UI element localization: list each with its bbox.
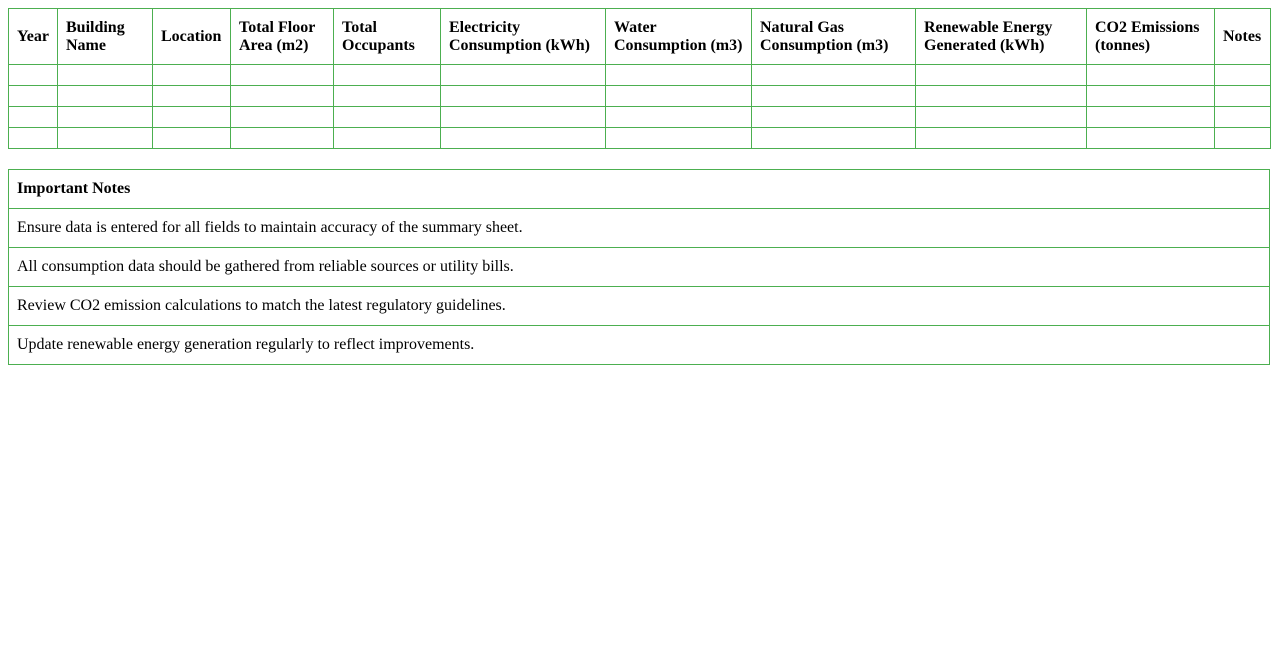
header-building-name: Building Name — [58, 9, 153, 65]
table-cell[interactable] — [334, 65, 441, 86]
table-cell[interactable] — [606, 65, 752, 86]
table-cell[interactable] — [153, 65, 231, 86]
table-cell[interactable] — [334, 107, 441, 128]
table-header — [9, 9, 1271, 65]
header-electricity-consumption: Electricity Consumption (kWh) — [441, 9, 606, 65]
table-cell[interactable] — [58, 65, 153, 86]
table-cell[interactable] — [9, 128, 58, 149]
table-cell[interactable] — [153, 86, 231, 107]
building-data-table — [8, 8, 1271, 149]
notes-heading-row — [9, 170, 1270, 209]
table-cell[interactable] — [9, 65, 58, 86]
table-cell[interactable] — [606, 128, 752, 149]
table-body — [9, 65, 1271, 149]
note-item: Update renewable energy generation regularly to reflect improvements. — [9, 326, 1270, 365]
table-cell[interactable] — [441, 107, 606, 128]
header-notes: Notes — [1215, 9, 1271, 65]
important-notes-table — [8, 169, 1270, 365]
table-row — [9, 65, 1271, 86]
table-cell[interactable] — [916, 107, 1087, 128]
table-cell[interactable] — [153, 107, 231, 128]
note-item: Ensure data is entered for all fields to maintain accuracy of the summary sheet. — [9, 209, 1270, 248]
header-location: Location — [153, 9, 231, 65]
table-cell[interactable] — [231, 86, 334, 107]
table-cell[interactable] — [1087, 86, 1215, 107]
table-cell[interactable] — [441, 86, 606, 107]
header-co2-emissions: CO2 Emissions (tonnes) — [1087, 9, 1215, 65]
header-natural-gas-consumption: Natural Gas Consumption (m3) — [752, 9, 916, 65]
table-cell[interactable] — [752, 86, 916, 107]
table-cell[interactable] — [752, 107, 916, 128]
table-cell[interactable] — [58, 128, 153, 149]
table-cell[interactable] — [916, 65, 1087, 86]
note-row — [9, 287, 1270, 326]
table-row — [9, 128, 1271, 149]
note-row — [9, 209, 1270, 248]
note-row — [9, 248, 1270, 287]
table-cell[interactable] — [441, 128, 606, 149]
table-cell[interactable] — [9, 107, 58, 128]
table-cell[interactable] — [58, 107, 153, 128]
note-item: All consumption data should be gathered from reliable sources or utility bills. — [9, 248, 1270, 287]
table-cell[interactable] — [58, 86, 153, 107]
table-cell[interactable] — [1215, 128, 1271, 149]
table-cell[interactable] — [441, 65, 606, 86]
header-water-consumption: Water Consumption (m3) — [606, 9, 752, 65]
table-cell[interactable] — [9, 86, 58, 107]
header-row — [9, 9, 1271, 65]
table-cell[interactable] — [606, 86, 752, 107]
table-cell[interactable] — [1087, 65, 1215, 86]
table-cell[interactable] — [231, 107, 334, 128]
table-cell[interactable] — [1087, 107, 1215, 128]
table-cell[interactable] — [752, 128, 916, 149]
header-renewable-energy-generated: Renewable Energy Generated (kWh) — [916, 9, 1087, 65]
table-cell[interactable] — [1215, 86, 1271, 107]
note-item: Review CO2 emission calculations to match the latest regulatory guidelines. — [9, 287, 1270, 326]
table-cell[interactable] — [231, 65, 334, 86]
table-cell[interactable] — [752, 65, 916, 86]
table-cell[interactable] — [1215, 65, 1271, 86]
table-cell[interactable] — [334, 128, 441, 149]
header-year: Year — [9, 9, 58, 65]
notes-heading: Important Notes — [9, 170, 1270, 209]
table-cell[interactable] — [153, 128, 231, 149]
table-row — [9, 86, 1271, 107]
table-cell[interactable] — [606, 107, 752, 128]
table-cell[interactable] — [334, 86, 441, 107]
table-cell[interactable] — [1215, 107, 1271, 128]
document — [8, 8, 1270, 365]
note-row — [9, 326, 1270, 365]
table-row — [9, 107, 1271, 128]
table-cell[interactable] — [916, 128, 1087, 149]
table-cell[interactable] — [1087, 128, 1215, 149]
table-cell[interactable] — [916, 86, 1087, 107]
header-total-occupants: Total Occupants — [334, 9, 441, 65]
table-cell[interactable] — [231, 128, 334, 149]
header-total-floor-area: Total Floor Area (m2) — [231, 9, 334, 65]
